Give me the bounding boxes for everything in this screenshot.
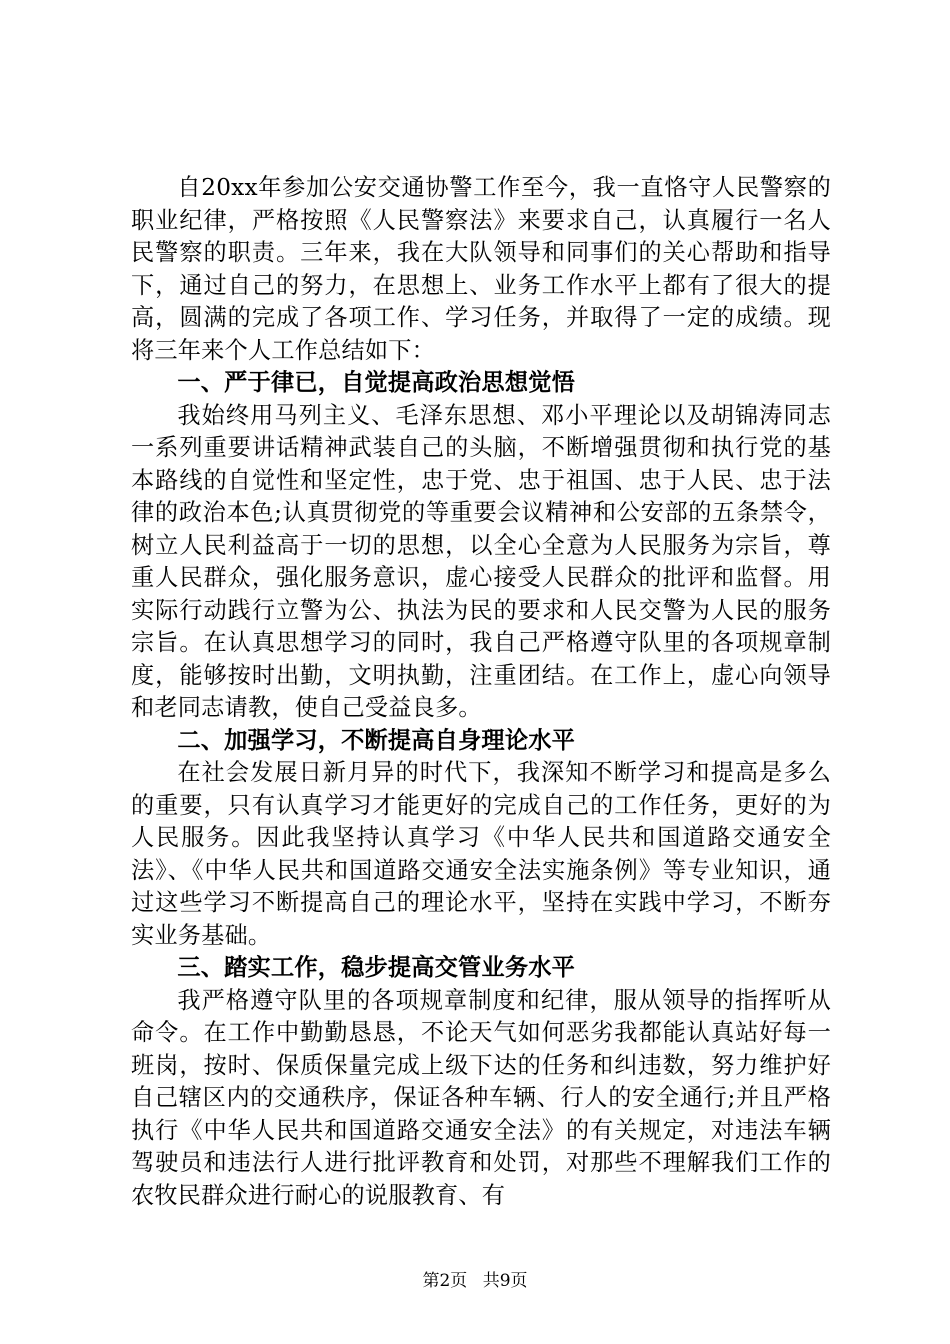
section-heading-1: 一、严于律已，自觉提高政治思想觉悟 <box>177 369 575 396</box>
section-heading-3: 三、踏实工作，稳步提高交管业务水平 <box>177 954 575 981</box>
section-1-paragraph: 我始终用马列主义、毛泽东思想、邓小平理论以及胡锦涛同志一系列重要讲话精神武装自己的头脑，不断增强贯彻和执行党的基本路线的自觉性和坚定性，忠于党、忠于祖国、忠于人民、忠于法律的政治本色;认真贯彻党的等重要会议精神和公安部的五条禁令，树立人民利益高于一切的思想，以全心全意为人民服务为宗旨，尊重人民群众，强化服务意识，虚心接受人民群众的批评和监督。用实际行动践行立警为公、执法为民的要求和人民交警为人民的服务宗旨。在认真思想学习的同时，我自己严格遵守队里的各项规章制度，能够按时出勤，文明执勤，注重团结。在工作上，虚心向领导和老同志请教，使自己受益良多。 <box>131 401 831 721</box>
page-number-total: 共9页 <box>482 1271 528 1291</box>
intro-paragraph: 自20xx年参加公安交通协警工作至今，我一直恪守人民警察的职业纪律，严格按照《人民警察法》来要求自己，认真履行一名人民警察的职责。三年来，我在大队领导和同事们的关心帮助和指导下，通过自己的努力，在思想上、业务工作水平上都有了很大的提高，圆满的完成了各项工作、学习任务，并取得了一定的成绩。现将三年来个人工作总结如下： <box>131 174 831 364</box>
document-body <box>131 172 831 1212</box>
section-heading-2: 二、加强学习，不断提高自身理论水平 <box>177 726 575 754</box>
section-2-paragraph: 在社会发展日新月异的时代下，我深知不断学习和提高是多么的重要，只有认真学习才能更好的完成自己的工作任务，更好的为人民服务。因此我坚持认真学习《中华人民共和国道路交通安全法》、《中华人民共和国道路交通安全法实施条例》等专业知识，通过这些学习不断提高自己的理论水平，坚持在实践中学习，不断夯实业务基础。 <box>131 759 831 949</box>
page-footer <box>0 1270 950 1292</box>
section-3-paragraph: 我严格遵守队里的各项规章制度和纪律，服从领导的指挥听从命令。在工作中勤勤恳恳，不论天气如何恶劣我都能认真站好每一班岗，按时、保质保量完成上级下达的任务和纠违数，努力维护好自己辖区内的交通秩序，保证各种车辆、行人的安全通行;并且严格执行《中华人民共和国道路交通安全法》的有关规定，对违法车辆驾驶员和违法行人进行批评教育和处罚，对那些不理解我们工作的农牧民群众进行耐心的说服教育、有 <box>131 986 831 1209</box>
page-number-current: 第2页 <box>422 1271 468 1291</box>
